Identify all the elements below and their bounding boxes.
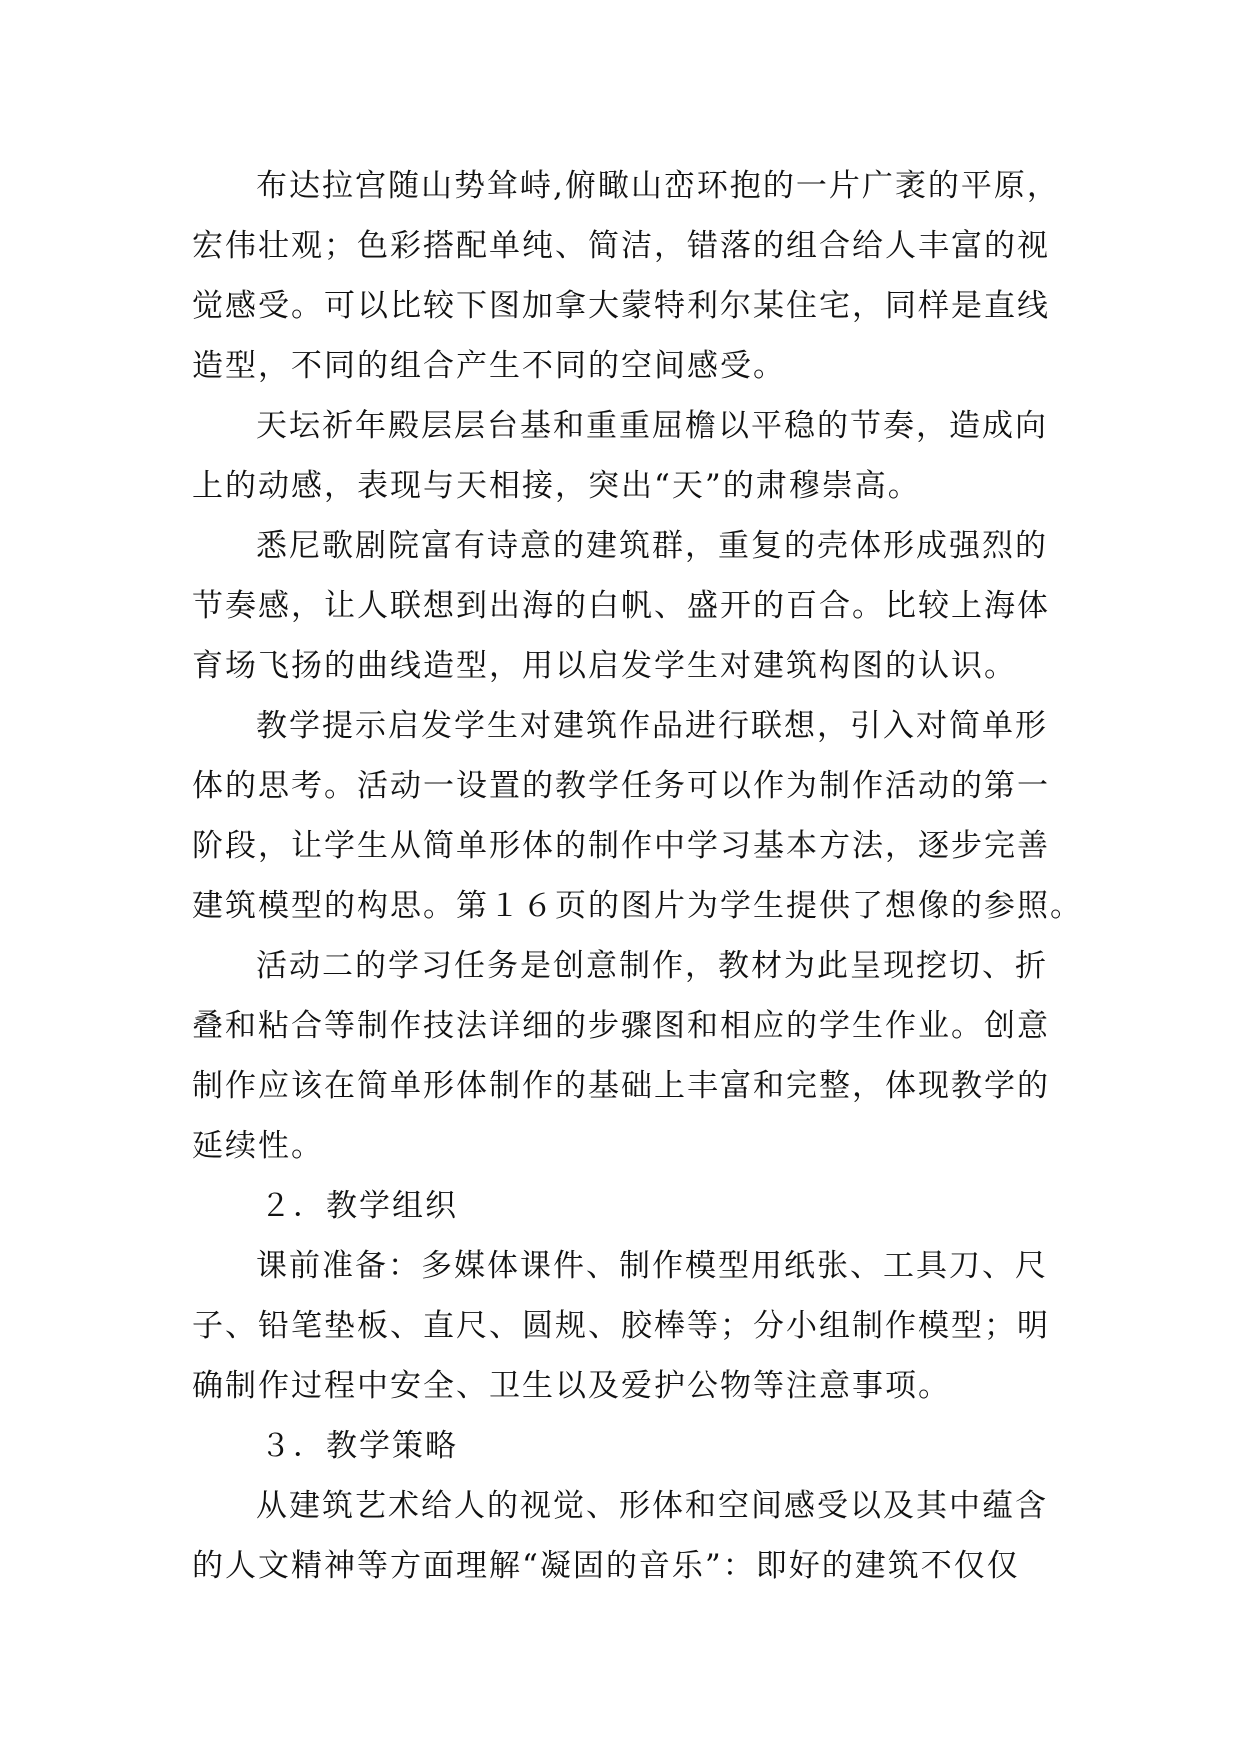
paragraph-line-sydney-2: 节奏感，让人联想到出海的白帆、盛开的百合。比较上海体 [192, 588, 1050, 624]
section-heading-organization: ２．教学组织 [260, 1188, 458, 1224]
paragraph-line-potala-3: 觉感受。可以比较下图加拿大蒙特利尔某住宅，同样是直线 [192, 288, 1050, 324]
paragraph-line-sydney-1: 悉尼歌剧院富有诗意的建筑群，重复的壳体形成强烈的 [256, 528, 1048, 564]
paragraph-line-potala-1: 布达拉宫随山势耸峙,俯瞰山峦环抱的一片广袤的平原， [256, 168, 1060, 204]
paragraph-line-temple-2: 上的动感，表现与天相接，突出“天”的肃穆崇高。 [192, 468, 921, 504]
paragraph-line-prep-2: 子、铅笔垫板、直尺、圆规、胶棒等；分小组制作模型；明 [192, 1308, 1050, 1344]
paragraph-line-prep-3: 确制作过程中安全、卫生以及爱护公物等注意事项。 [192, 1368, 951, 1404]
paragraph-line-activity2-4: 延续性。 [192, 1128, 324, 1164]
paragraph-line-tips-4: 建筑模型的构思。第１６页的图片为学生提供了想像的参照。 [192, 888, 1083, 924]
paragraph-line-sydney-3: 育场飞扬的曲线造型，用以启发学生对建筑构图的认识。 [192, 648, 1017, 684]
paragraph-line-potala-2: 宏伟壮观；色彩搭配单纯、简洁，错落的组合给人丰富的视 [192, 228, 1050, 264]
paragraph-line-potala-4: 造型，不同的组合产生不同的空间感受。 [192, 348, 786, 384]
paragraph-line-activity2-2: 叠和粘合等制作技法详细的步骤图和相应的学生作业。创意 [192, 1008, 1050, 1044]
paragraph-line-tips-2: 体的思考。活动一设置的教学任务可以作为制作活动的第一 [192, 768, 1050, 804]
paragraph-line-tips-3: 阶段，让学生从简单形体的制作中学习基本方法，逐步完善 [192, 828, 1050, 864]
paragraph-line-activity2-3: 制作应该在简单形体制作的基础上丰富和完整，体现教学的 [192, 1068, 1050, 1104]
section-heading-strategy: ３．教学策略 [260, 1428, 458, 1464]
paragraph-line-prep-1: 课前准备：多媒体课件、制作模型用纸张、工具刀、尺 [256, 1248, 1048, 1284]
paragraph-line-tips-1: 教学提示启发学生对建筑作品进行联想，引入对简单形 [256, 708, 1048, 744]
paragraph-line-strategy-2: 的人文精神等方面理解“凝固的音乐”：即好的建筑不仅仅 [192, 1548, 1020, 1584]
paragraph-line-temple-1: 天坛祈年殿层层台基和重重屈檐以平稳的节奏，造成向 [256, 408, 1048, 444]
paragraph-line-activity2-1: 活动二的学习任务是创意制作，教材为此呈现挖切、折 [256, 948, 1048, 984]
document-body [192, 156, 1083, 1596]
paragraph-line-strategy-1: 从建筑艺术给人的视觉、形体和空间感受以及其中蕴含 [256, 1488, 1048, 1524]
